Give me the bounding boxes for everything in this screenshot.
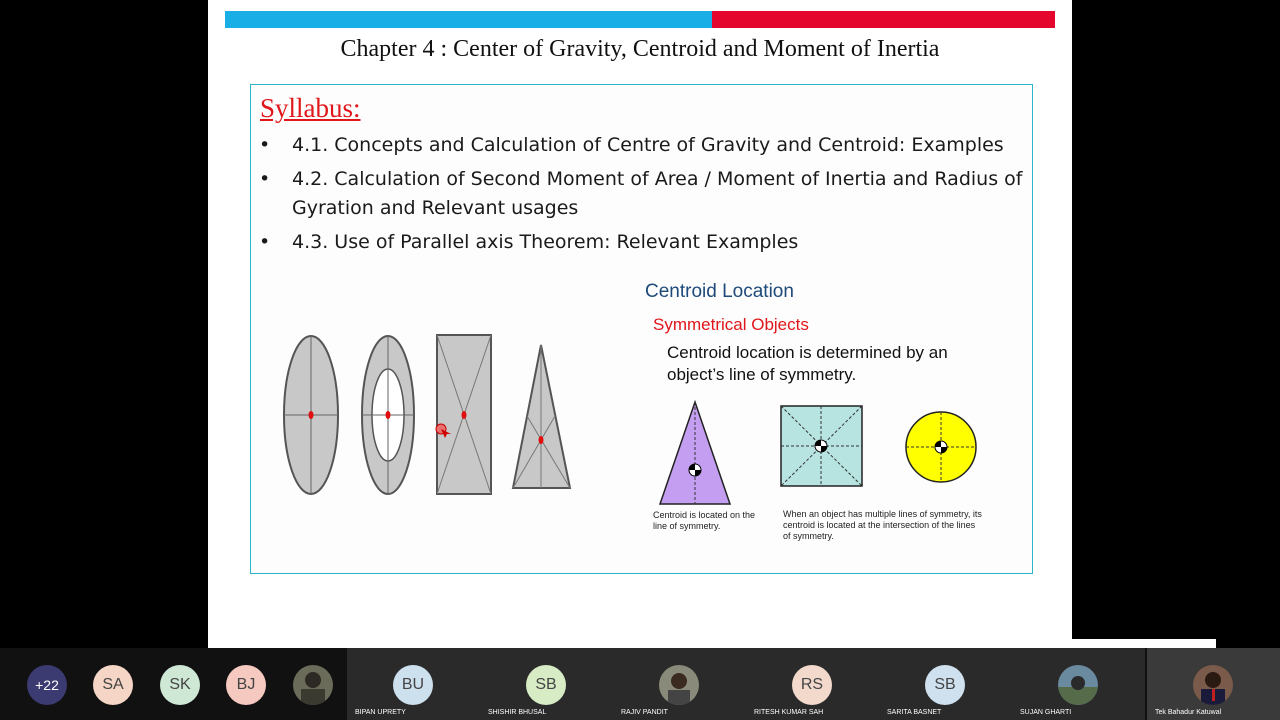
- symmetric-shapes-illustration: [283, 330, 583, 500]
- participant-avatar: BU: [393, 665, 433, 705]
- triangle-shape: [513, 345, 570, 488]
- participant-tile[interactable]: [480, 648, 613, 720]
- header-bar-red: [712, 11, 1055, 28]
- syllabus-item: • 4.3. Use of Parallel axis Theorem: Relevant Examples: [259, 228, 1029, 257]
- participant-avatar: SB: [925, 665, 965, 705]
- syllabus-item: • 4.2. Calculation of Second Moment of Area / Moment of Inertia and Radius of Gyration and Relevant usages: [259, 165, 1029, 223]
- participant-photo-avatar: [1193, 665, 1233, 705]
- centroid-location-title: Centroid Location: [645, 281, 794, 302]
- rectangle-shape: [437, 335, 491, 494]
- slide-title: Chapter 4 : Center of Gravity, Centroid and Moment of Inertia: [340, 36, 940, 62]
- participant-name: Tek Bahadur Katuwal: [1155, 709, 1222, 716]
- participant-tile[interactable]: [746, 648, 879, 720]
- symmetrical-objects-subtitle: Symmetrical Objects: [653, 315, 809, 334]
- purple-triangle: [660, 402, 730, 504]
- participant-avatar[interactable]: SK: [160, 665, 200, 705]
- participant-name: RAJIV PANDIT: [621, 709, 668, 716]
- participant-name: SUJAN GHARTI: [1020, 709, 1072, 716]
- syllabus-heading: Syllabus:: [260, 93, 361, 123]
- cyan-square: [781, 406, 862, 486]
- participant-name: RITESH KUMAR SAH: [754, 709, 824, 716]
- participant-tile[interactable]: [879, 648, 1012, 720]
- participant-avatar: SB: [526, 665, 566, 705]
- centroid-description: Centroid location is determined by an object’s line of symmetry.: [667, 343, 948, 384]
- participant-tile[interactable]: [347, 648, 480, 720]
- bullet-dot: •: [259, 168, 271, 190]
- yellow-circle: [906, 412, 976, 482]
- participant-avatar[interactable]: BJ: [226, 665, 266, 705]
- caption-single-symmetry: Centroid is located on the line of symmetry.: [653, 510, 756, 531]
- participant-tile[interactable]: [613, 648, 746, 720]
- ring-shape: [362, 336, 414, 494]
- participant-name: BIPAN UPRETY: [355, 709, 406, 716]
- bullet-dot: •: [259, 231, 271, 253]
- participant-name: SHISHIR BHUSAL: [488, 709, 547, 716]
- participant-name: SARITA BASNET: [887, 709, 942, 716]
- syllabus-list: [259, 131, 1029, 262]
- more-participants-button[interactable]: +22: [27, 665, 67, 705]
- caption-multiple-symmetry: When an object has multiple lines of symmetry, its centroid is located at the intersection of the lines of symmetry.: [783, 509, 982, 541]
- ellipse-shape: [284, 336, 338, 494]
- bullet-dot: •: [259, 134, 271, 156]
- participant-tile-active-speaker[interactable]: [1147, 648, 1280, 720]
- participant-avatar: RS: [792, 665, 832, 705]
- participant-photo-avatar: [1058, 665, 1098, 705]
- content-box: [250, 84, 1033, 574]
- syllabus-item: • 4.1. Concepts and Calculation of Centre of Gravity and Centroid: Examples: [259, 131, 1029, 160]
- participant-avatar[interactable]: SA: [93, 665, 133, 705]
- participant-photo-avatar: [659, 665, 699, 705]
- centroid-examples-illustration: [651, 399, 991, 507]
- floating-bar: [1022, 639, 1216, 648]
- header-bar-blue: [225, 11, 712, 28]
- participant-tile[interactable]: [1012, 648, 1145, 720]
- presentation-slide: [208, 0, 1072, 648]
- participant-photo-avatar[interactable]: [293, 665, 333, 705]
